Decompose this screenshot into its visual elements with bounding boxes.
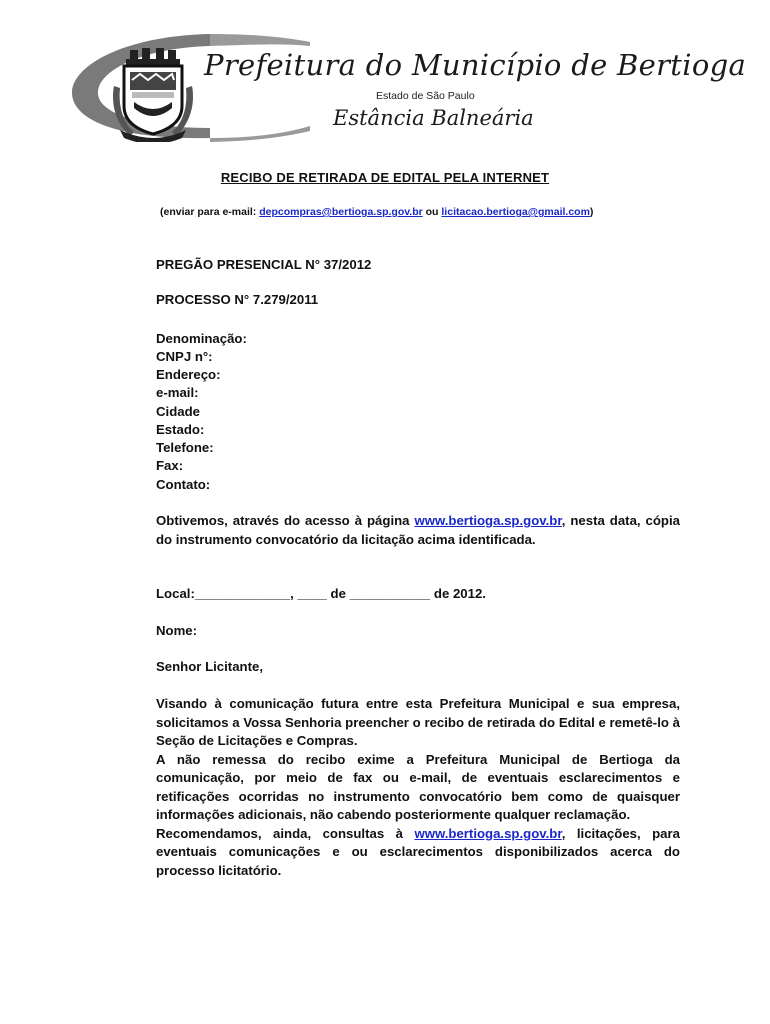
field-cnpj: CNPJ n°:: [156, 349, 213, 364]
obtivemos-text-1: Obtivemos, através do acesso à página: [156, 513, 415, 528]
nome-field: Nome:: [156, 623, 198, 638]
field-endereco: Endereço:: [156, 367, 221, 382]
paragraph-visando: Visando à comunicação futura entre esta Prefeitura Municipal e sua empresa, solicitamos a Vossa Senhoria preencher o recibo de retirada do Edital e remetê-lo à Seção de Licitações e Compras.: [156, 696, 680, 748]
document-title: RECIBO DE RETIRADA DE EDITAL PELA INTERNET: [220, 170, 550, 185]
field-telefone: Telefone:: [156, 440, 214, 455]
field-contato: Contato:: [156, 477, 211, 492]
local-date-line: Local:_____________, ____ de ___________ de 2012.: [156, 586, 486, 601]
recomendamos-text-2: , licitações, para eventuais comunicações e ou esclarecimentos disponibilizados acerca do processo licitatório.: [156, 825, 680, 878]
email-suffix: ): [589, 206, 594, 218]
letterhead: [60, 28, 747, 148]
obtivemos-paragraph: [156, 512, 680, 549]
site-link[interactable]: www.bertioga.sp.gov.br: [414, 513, 562, 528]
field-cidade: Cidade: [156, 404, 200, 419]
state-subtitle: Estado de São Paulo: [376, 90, 475, 102]
body-paragraphs: [156, 695, 680, 880]
pregao-number: PREGÃO PRESENCIAL N° 37/2012: [156, 257, 372, 272]
estancia-balnearia: Estância Balneária: [333, 106, 534, 130]
email-instruction: [160, 206, 593, 218]
paragraph-nao-remessa: A não remessa do recibo exime a Prefeitura Municipal de Bertioga da comunicação, por meio de fax ou e-mail, de eventuais esclarecimentos e retificações ocorridas no instrumento convocatório bem como de quaisquer informações adicionais, não cabendo posteriormente qualquer reclamação.: [156, 751, 680, 822]
email-link-depcompras[interactable]: depcompras@bertioga.sp.gov.br: [259, 206, 423, 218]
prefeitura-title: Prefeitura do Município de Bertioga: [204, 48, 747, 82]
site-link-2[interactable]: www.bertioga.sp.gov.br: [414, 825, 562, 841]
email-prefix: (enviar para e-mail:: [160, 206, 260, 218]
field-denominacao: Denominação:: [156, 331, 247, 346]
municipal-coat-of-arms-icon: [110, 46, 196, 142]
email-separator: ou: [422, 206, 442, 218]
field-email: e-mail:: [156, 385, 199, 400]
email-link-licitacao[interactable]: licitacao.bertioga@gmail.com: [441, 206, 590, 218]
field-fax: Fax:: [156, 458, 184, 473]
processo-number: PROCESSO N° 7.279/2011: [156, 292, 319, 307]
obtivemos-text-2: , nesta data, cópia do instrumento convocatório da licitação acima identificada.: [156, 513, 680, 547]
recomendamos-text-1: Recomendamos, ainda, consultas à: [156, 825, 415, 841]
salutation: Senhor Licitante,: [156, 659, 263, 674]
paragraph-recomendamos: [156, 825, 680, 881]
field-estado: Estado:: [156, 422, 205, 437]
